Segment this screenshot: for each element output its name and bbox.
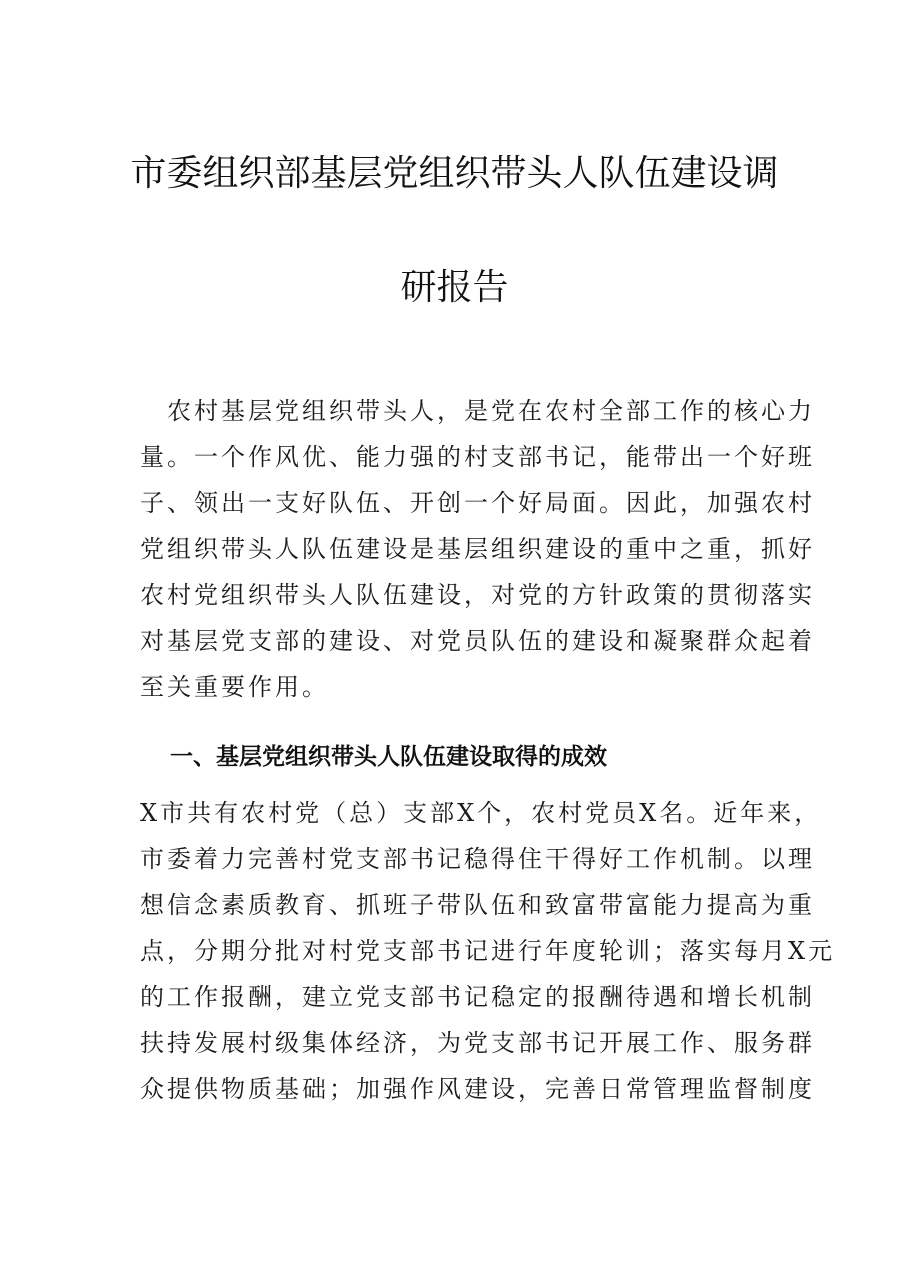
intro-paragraph (140, 388, 815, 710)
paragraph-line: 农村基层党组织带头人，是党在农村全部工作的核心力 (140, 397, 815, 425)
paragraph-line: 对基层党支部的建设、对党员队伍的建设和凝聚群众起着 (140, 627, 815, 655)
paragraph-line: 的工作报酬，建立党支部书记稳定的报酬待遇和增长机制 (140, 983, 815, 1011)
section-paragraph (140, 790, 836, 1112)
paragraph-line: 扶持发展村级集体经济，为党支部书记开展工作、服务群 (140, 1029, 815, 1057)
paragraph-line: 点，分期分批对村党支部书记进行年度轮训；落实每月X元 (140, 937, 836, 965)
paragraph-line: 子、领出一支好队伍、开创一个好局面。因此，加强农村 (140, 489, 815, 517)
paragraph-line: 众提供物质基础；加强作风建设，完善日常管理监督制度 (140, 1075, 815, 1103)
document-title-line-2: 研报告 (400, 267, 509, 308)
paragraph-line: 党组织带头人队伍建设是基层组织建设的重中之重，抓好 (140, 535, 815, 563)
paragraph-line: 农村党组织带头人队伍建设，对党的方针政策的贯彻落实 (140, 581, 815, 609)
document-title-line-1: 市委组织部基层党组织带头人队伍建设调 (130, 153, 779, 194)
paragraph-line: 想信念素质教育、抓班子带队伍和致富带富能力提高为重 (140, 891, 815, 919)
paragraph-line: 至关重要作用。 (140, 673, 329, 701)
paragraph-line: X市共有农村党（总）支部X个，农村党员X名。近年来， (140, 799, 822, 827)
paragraph-line: 量。一个作风优、能力强的村支部书记，能带出一个好班 (140, 443, 815, 471)
section-heading: 一、基层党组织带头人队伍建设取得的成效 (170, 744, 607, 770)
paragraph-line: 市委着力完善村党支部书记稳得住干得好工作机制。以理 (140, 845, 815, 873)
